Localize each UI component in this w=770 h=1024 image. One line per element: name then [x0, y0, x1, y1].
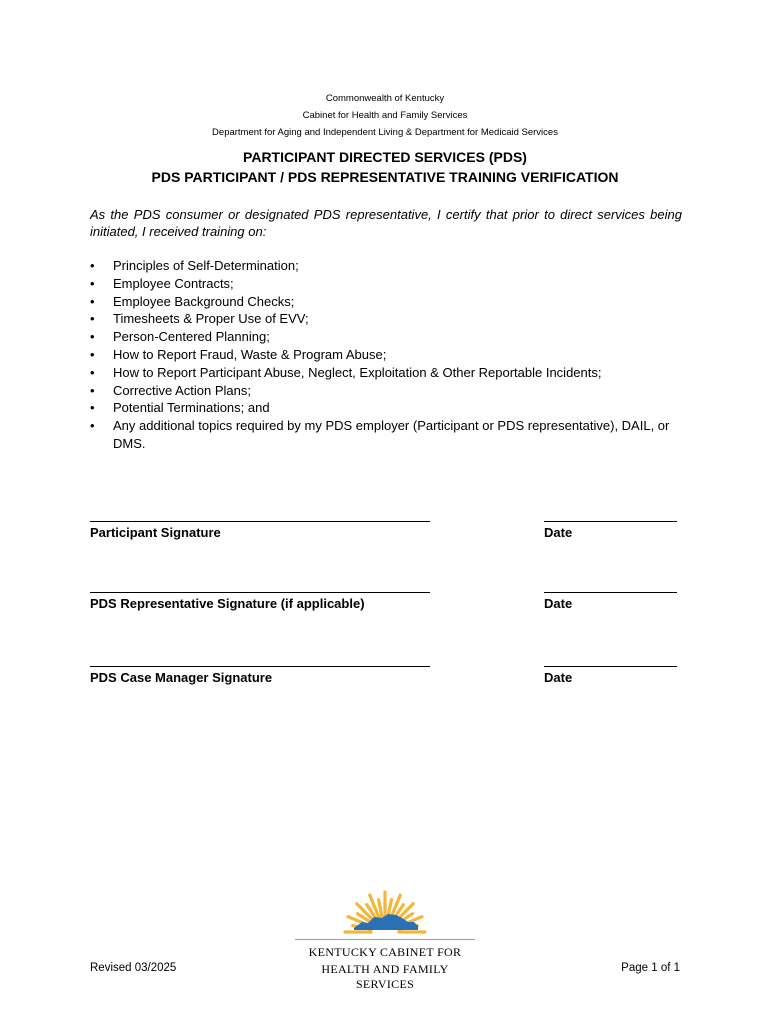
list-item: • Corrective Action Plans;	[90, 382, 252, 398]
participant-date-label: Date	[544, 525, 573, 540]
certification-statement: As the PDS consumer or designated PDS representative, I certify that prior to direct services being initiated, I received training on:	[90, 207, 682, 239]
header-departments: Department for Aging and Independent Living & Department for Medicaid Services	[212, 127, 558, 138]
bullet-icon: •	[90, 293, 95, 309]
list-item: • How to Report Fraud, Waste & Program Abuse;	[90, 346, 387, 362]
bullet-icon: •	[90, 346, 95, 362]
list-item: • Employee Background Checks;	[90, 293, 295, 309]
list-item: • Potential Terminations; and	[90, 400, 270, 416]
list-item: • Timesheets & Proper Use of EVV;	[90, 311, 309, 327]
list-item: • How to Report Participant Abuse, Neglect, Exploitation & Other Reportable Incidents;	[90, 364, 602, 380]
logo-text-line1: KENTUCKY CABINET FOR	[308, 945, 462, 959]
revision-date: Revised 03/2025	[90, 962, 177, 974]
case-manager-signature-line[interactable]	[90, 666, 430, 667]
case-manager-signature-label: PDS Case Manager Signature	[90, 670, 273, 685]
bullet-icon: •	[90, 364, 95, 380]
representative-signature-line[interactable]	[90, 592, 430, 593]
bullet-icon: •	[90, 258, 95, 273]
representative-signature-label: PDS Representative Signature (if applicable)	[90, 596, 365, 611]
bullet-icon: •	[90, 275, 95, 291]
list-item: • Employee Contracts;	[90, 275, 234, 291]
training-topics-list	[90, 257, 680, 453]
logo-text-line2: HEALTH AND FAMILY SERVICES	[321, 962, 449, 991]
case-manager-date-line[interactable]	[544, 666, 677, 667]
document-subtitle: PDS PARTICIPANT / PDS REPRESENTATIVE TRAINING VERIFICATION	[151, 169, 619, 185]
list-item: • Any additional topics required by my PDS employer (Participant or PDS representative), DAIL, or DMS.	[90, 418, 670, 451]
representative-date-label: Date	[544, 596, 573, 611]
list-item: • Principles of Self-Determination;	[90, 258, 299, 273]
header-cabinet: Cabinet for Health and Family Services	[302, 110, 468, 121]
participant-signature-label: Participant Signature	[90, 525, 221, 540]
sunburst-kentucky-icon	[292, 884, 478, 938]
kentucky-chfs-logo	[292, 884, 478, 991]
logo-divider	[295, 939, 475, 940]
document-title: PARTICIPANT DIRECTED SERVICES (PDS)	[243, 149, 527, 165]
case-manager-date-label: Date	[544, 670, 573, 685]
list-item: • Person-Centered Planning;	[90, 329, 270, 345]
bullet-icon: •	[90, 382, 95, 398]
page-number: Page 1 of 1	[621, 962, 680, 974]
participant-signature-line[interactable]	[90, 521, 430, 522]
bullet-icon: •	[90, 329, 95, 345]
bullet-icon: •	[90, 400, 95, 416]
bullet-icon: •	[90, 418, 95, 434]
header-commonwealth: Commonwealth of Kentucky	[325, 93, 445, 104]
representative-date-line[interactable]	[544, 592, 677, 593]
participant-date-line[interactable]	[544, 521, 677, 522]
bullet-icon: •	[90, 311, 95, 327]
